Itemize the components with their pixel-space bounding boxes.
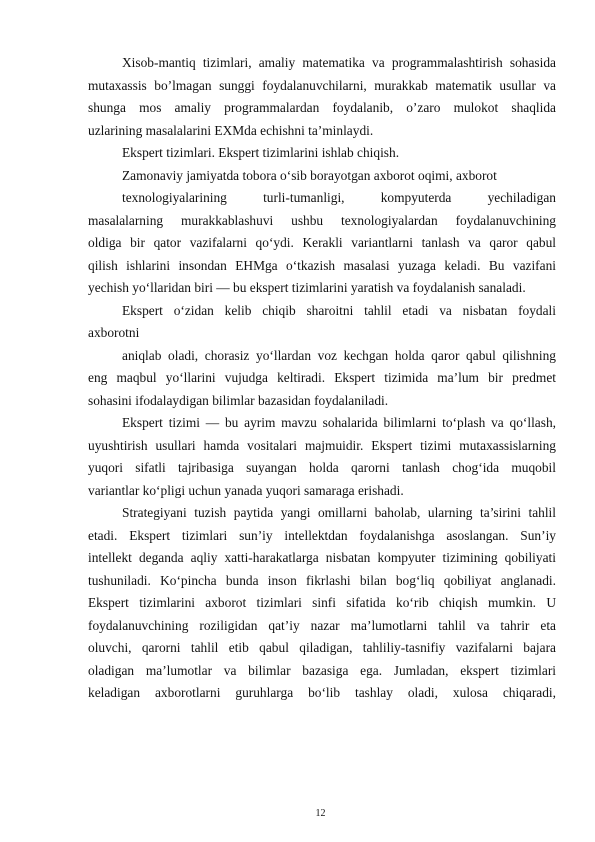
text-line: Ekspert o‘zidan kelib chiqib sharoitni tahlil etadi va nisbatan foydali [122, 302, 556, 318]
text-line: variantlar ko‘pligi uchun yanada yuqori samaraga erishadi. [88, 482, 404, 498]
text-line: tushuniladi. Ko‘pincha bunda inson fikrlashi bilan bog‘liq qobiliyat anglanadi. [88, 572, 556, 588]
text-line: Ekspert tizimlari. Ekspert tizimlarini ishlab chiqish. [122, 145, 400, 160]
text-line: foydalanuvchining roziligidan qat’iy nazar ma’lumotlarni tahlil va tahrir eta [88, 617, 556, 633]
text-line: oldiga bir qator vazifalarni qo‘ydi. Kerakli variantlarni tanlash va qaror qabul [88, 235, 556, 250]
text-line: Ekspert tizimlarini axborot tizimlari sinfi sifatida ko‘rib chiqish mumkin. U [88, 595, 556, 610]
text-line: mutaxassis bo’lmagan sunggi foydalanuvchilarni, murakkab matematik usullar va [88, 77, 556, 93]
text-line: Xisob-mantiq tizimlari, amaliy matematika va programmalashtirish sohasida [122, 55, 556, 70]
text-line: yuqori sifatli tajribasiga suyangan holda qarorni tanlash chog‘ida muqobil [88, 460, 556, 475]
text-line: yechish yo‘llaridan biri — bu ekspert tizimlarini yaratish va foydalanish sanaladi. [88, 280, 526, 295]
text-line: Strategiyani tuzish paytida yangi omillarni baholab, ularning ta’sirini tahlil [122, 505, 556, 520]
text-line: uzlarining masalalarini EXMda echishni ta’minlaydi. [88, 122, 374, 138]
text-line: oladigan ma’lumotlar va bilimlar bazasiga ega. Jumladan, ekspert tizimlari [88, 662, 556, 678]
text-line: oluvchi, qarorni tahlil etib qabul qiladigan, tahliliy-tasnifiy vazifalarni bajara [88, 640, 556, 655]
text-line: aniqlab oladi, chorasiz yo‘llardan voz kechgan holda qaror qabul qilishning [122, 347, 556, 363]
text-line: intellekt deganda aqliy xatti-harakatlarga nisbatan kompyuter tizimining qobiliyati [88, 550, 556, 565]
text-line: etadi. Ekspert tizimlari sun’iy intellektdan foydalanishga asoslangan. Sun’iy [88, 527, 556, 543]
text-line: sohasini ifodalaydigan bilimlar bazasidan foydalaniladi. [88, 392, 389, 408]
text-line: keladigan axborotlarni guruhlarga bo‘lib tashlay oladi, xulosa chiqaradi, [88, 685, 556, 700]
document-body [88, 52, 556, 705]
text-line: Zamonaviy jamiyatda tobora o‘sib borayotgan axborot oqimi, axborot [122, 167, 497, 183]
text-line: texnologiyalarining turli-tumanligi, kompyuterda yechiladigan [122, 190, 556, 205]
page-number: 12 [315, 808, 326, 819]
text-line: axborotni [88, 325, 140, 340]
text-line: shunga mos amaliy programmalardan foydalanib, o’zaro mulokot shaqlida [88, 100, 556, 115]
text-line: qilish ishlarini insondan EHMga o‘tkazish masalasi yuzaga keladi. Bu vazifani [88, 257, 556, 273]
text-line: masalalarning murakkablashuvi ushbu texnologiyalardan foydalanuvchining [88, 212, 556, 228]
text-line: eng maqbul yo‘llarini vujudga keltiradi. Ekspert tizimida ma’lum bir predmet [88, 370, 556, 385]
text-line: uyushtirish usullari hamda vositalari majmuidir. Ekspert tizimi mutaxassislarning [88, 437, 556, 453]
text-line: Ekspert tizimi — bu ayrim mavzu sohalarida bilimlarni to‘plash va qo‘llash, [122, 415, 556, 430]
